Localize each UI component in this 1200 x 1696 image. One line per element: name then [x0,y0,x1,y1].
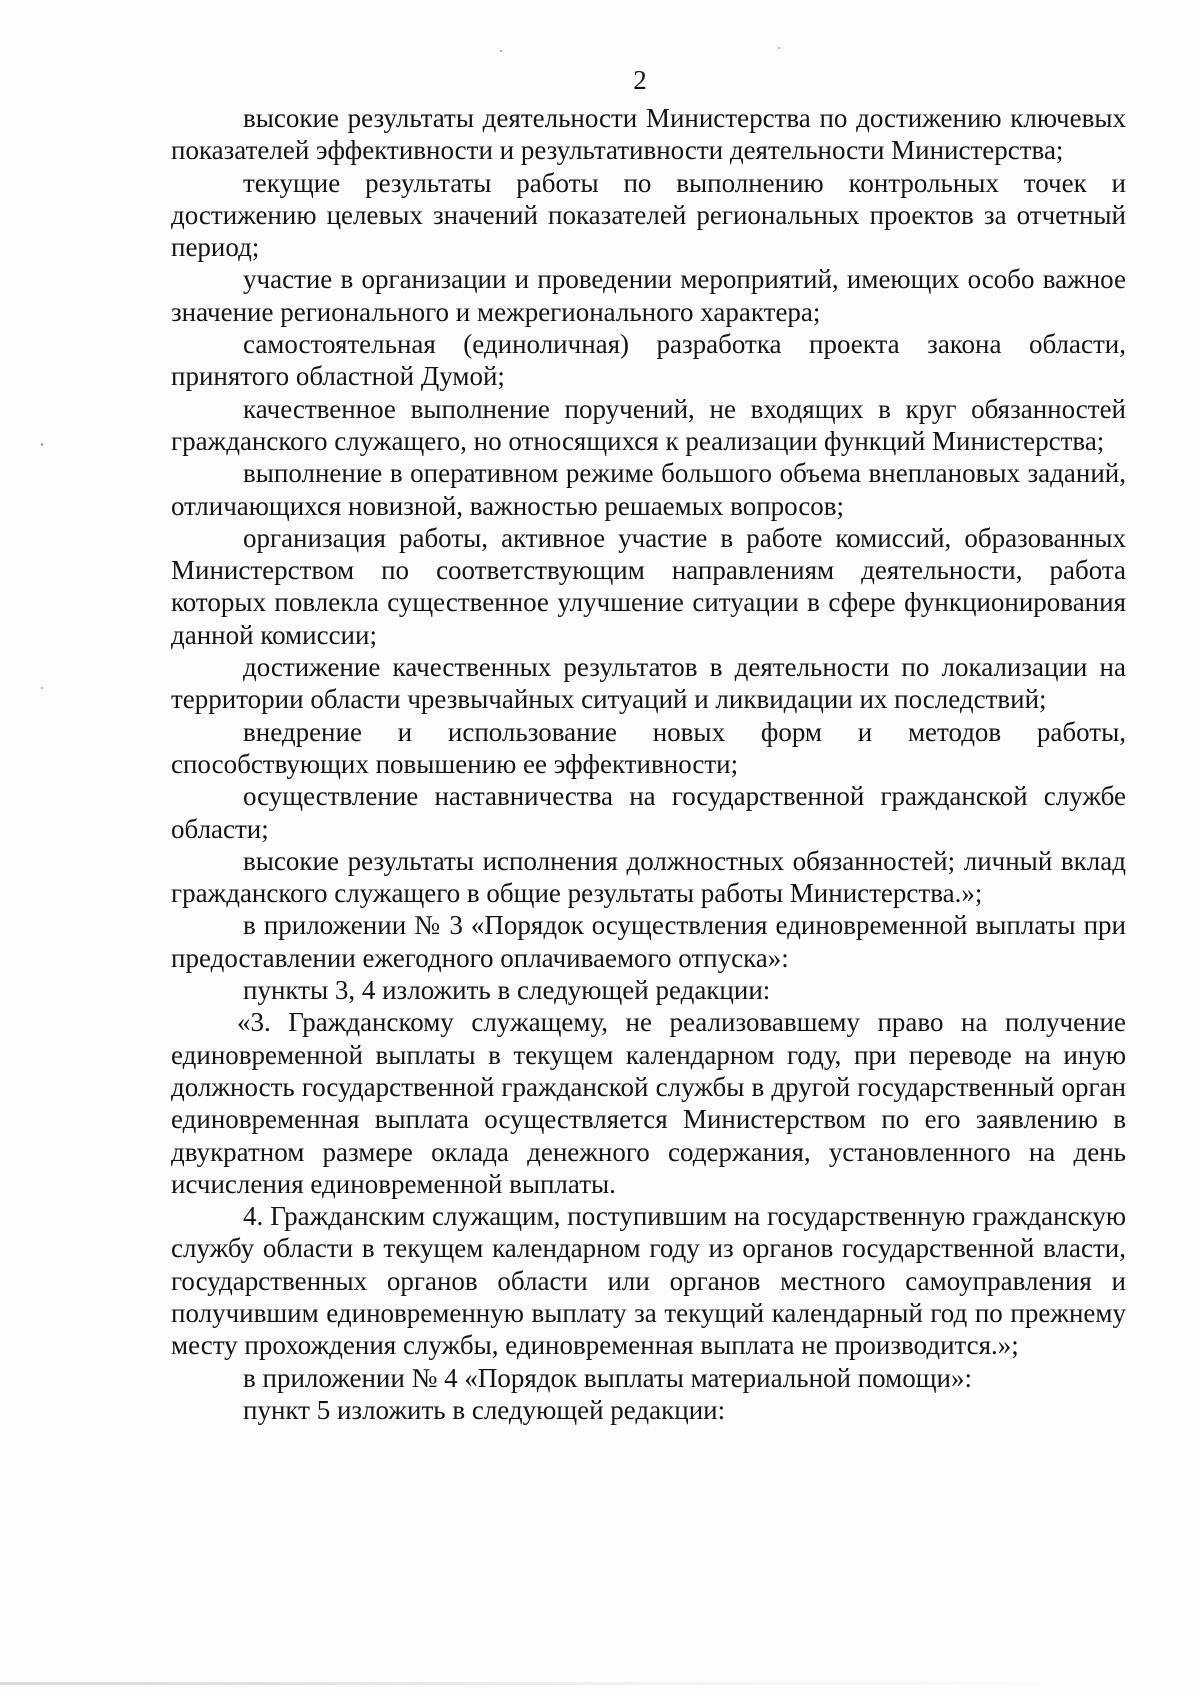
paragraph: внедрение и использование новых форм и методов работы, способствующих повышению ее эффективности; [171,716,1126,779]
page-number: 2 [633,65,647,95]
scan-edge [0,1682,1200,1685]
paragraph: выполнение в оперативном режиме большого объема внеплановых заданий, отличающихся новизной, важностью решаемых вопросов; [171,458,1126,521]
paragraph: высокие результаты деятельности Министерства по достижению ключевых показателей эффективности и результативности деятельности Министерства; [171,103,1126,166]
paragraph: 4. Гражданским служащим, поступившим на государственную гражданскую службу области в текущем календарном году из органов государственной власти, государственных органов области или органов местного самоуправления и получившим единовременную выплату за текущий календарный год по прежнему месту прохождения службы, единовременная выплата не производится.»; [171,1201,1126,1361]
paragraph: достижение качественных результатов в деятельности по локализации на территории области чрезвычайных ситуаций и ликвидации их последствий; [171,652,1126,715]
scan-speck [41,443,43,446]
paragraph: самостоятельная (единоличная) разработка проекта закона области, принятого областной Думой; [171,329,1126,392]
paragraph: в приложении № 4 «Порядок выплаты материальной помощи»: [243,1362,972,1393]
paragraph: высокие результаты исполнения должностных обязанностей; личный вклад гражданского служащего в общие результаты работы Министерства.»; [171,845,1126,909]
paragraph: организация работы, активное участие в работе комиссий, образованных Министерством по соответствующим направлениям деятельности, работа которых повлекла существенное улучшение ситуации в сфере функционирования данной комиссии; [171,522,1126,650]
paragraph: «3. Гражданскому служащему, не реализовавшему право на получение единовременной выплаты в текущем календарном году, при переводе на иную должность государственной гражданской службы в другой государственный орган единовременная выплата осуществляется Министерством по его заявлению в двукратном размере оклада денежного содержания, установленного на день исчисления единовременной выплаты. [171,1007,1126,1199]
paragraph: участие в организации и проведении мероприятий, имеющих особо важное значение регионального и межрегионального характера; [171,264,1126,327]
document-body [171,102,1126,1426]
paragraph: пункты 3, 4 изложить в следующей редакции: [243,975,771,1006]
paragraph: пункт 5 изложить в следующей редакции: [243,1394,726,1425]
scan-speck [500,50,502,52]
scan-speck [41,687,43,689]
paragraph: качественное выполнение поручений, не входящих в круг обязанностей гражданского служащего, но относящихся к реализации функций Министерства; [171,393,1126,456]
paragraph: в приложении № 3 «Порядок осуществления единовременной выплаты при предоставлении ежегодного оплачиваемого отпуска»: [171,910,1126,973]
paragraph: текущие результаты работы по выполнению контрольных точек и достижению целевых значений показателей региональных проектов за отчетный период; [171,167,1126,263]
paragraph: осуществление наставничества на государственной гражданской службе области; [171,781,1126,844]
scan-speck [778,47,780,49]
